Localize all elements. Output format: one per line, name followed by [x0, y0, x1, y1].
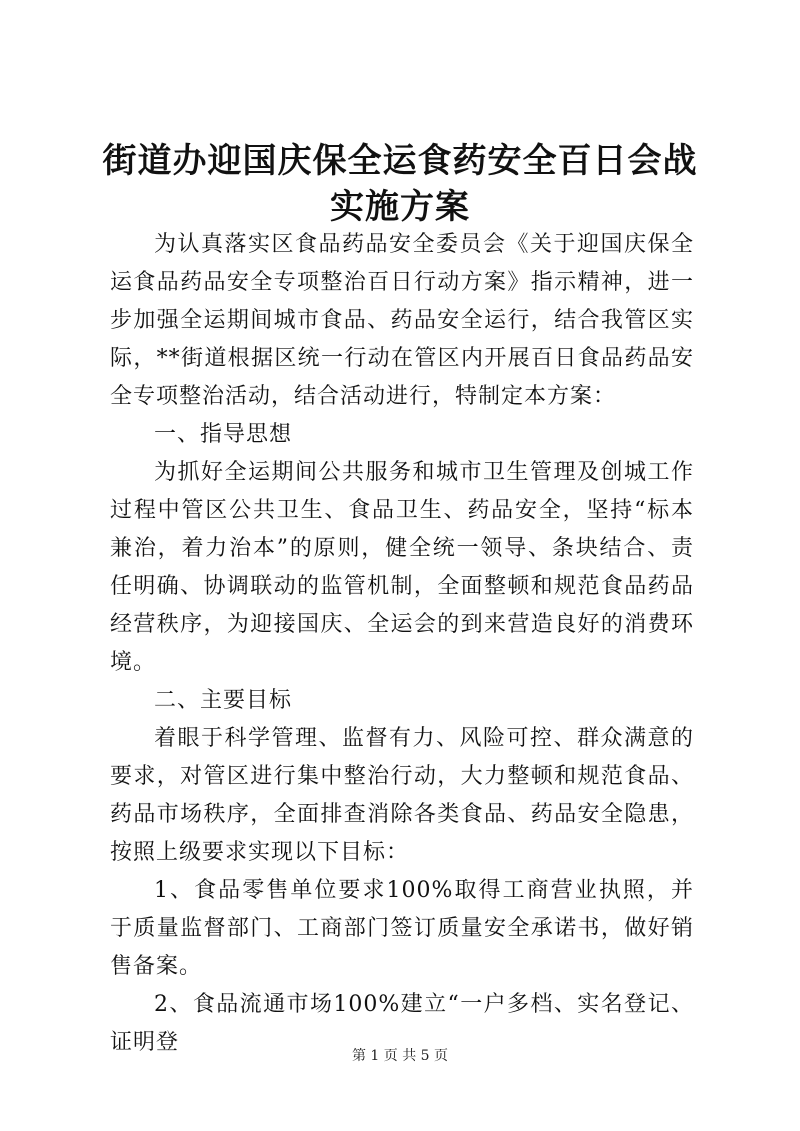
goal-item-2: 2、食品流通市场100%建立“一户多档、实名登记、证明登: [110, 992, 694, 1055]
intro-paragraph: 为认真落实区食品药品安全委员会《关于迎国庆保全运食品药品安全专项整治百日行动方案》指示精神，进一步加强全运期间城市食品、药品安全运行，结合我管区实际，**街道根据区统一行动在管区内开展百日食品药品安全专项整治活动，结合活动进行，特制定本方案：: [110, 232, 694, 409]
document-body: [110, 226, 694, 1062]
section-heading-guiding-thought: 一、指导思想: [154, 422, 293, 447]
main-goals-paragraph: 着眼于科学管理、监督有力、风险可控、群众满意的要求，对管区进行集中整治行动，大力整顿和规范食品、药品市场秩序，全面排查消除各类食品、药品安全隐患，按照上级要求实现以下目标：: [110, 726, 694, 865]
guiding-thought-paragraph: 为抓好全运期间公共服务和城市卫生管理及创城工作过程中管区公共卫生、食品卫生、药品安全，坚持“标本兼治，着力治本”的原则，健全统一领导、条块结合、责任明确、协调联动的监管机制，全面整顿和规范食品药品经营秩序，为迎接国庆、全运会的到来营造良好的消费环境。: [110, 460, 694, 675]
section-heading-main-goals: 二、主要目标: [154, 688, 293, 713]
goal-item-1: 1、食品零售单位要求100%取得工商营业执照，并于质量监督部门、工商部门签订质量安全承诺书，做好销售备案。: [110, 878, 694, 979]
document-title: 街道办迎国庆保全运食药安全百日会战实施方案: [102, 141, 698, 227]
page-footer: 第 1 页 共 5 页: [351, 1048, 449, 1064]
